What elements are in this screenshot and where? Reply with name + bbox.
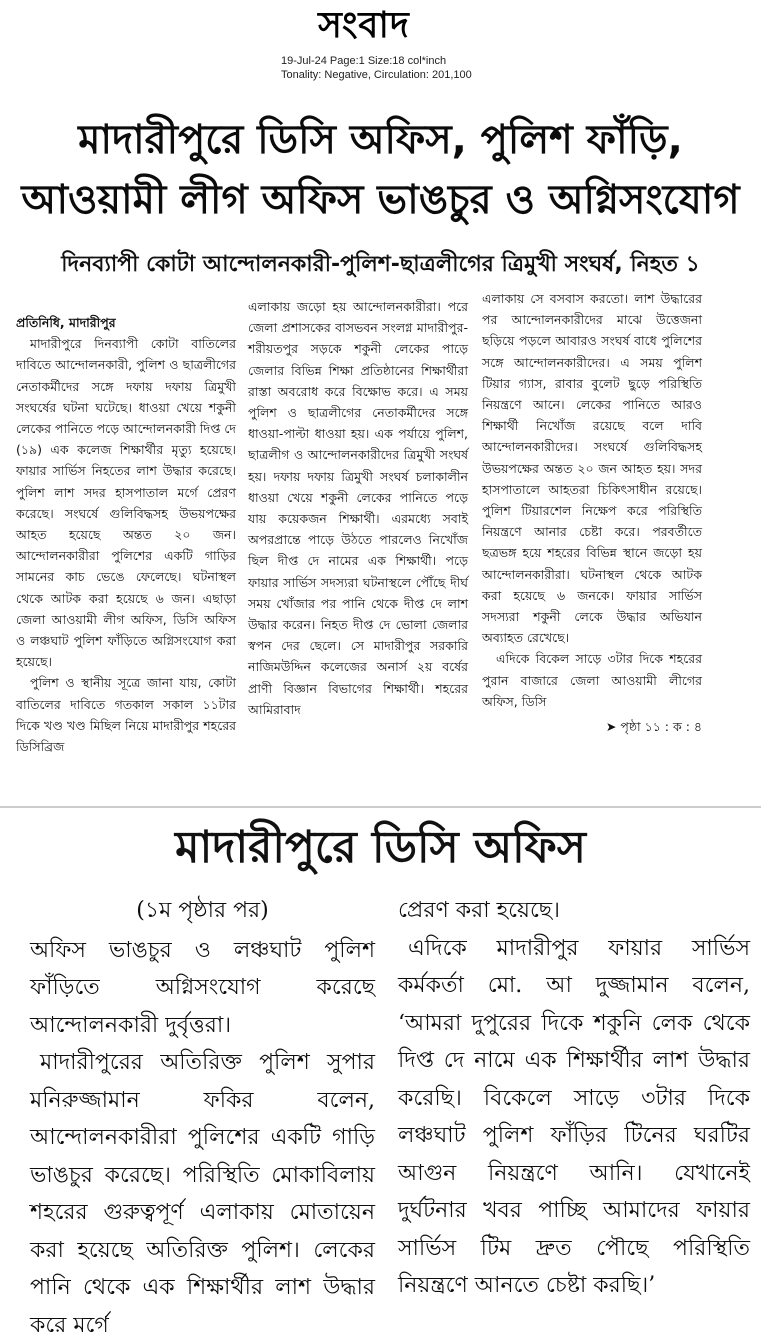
clipping-meta xyxy=(281,54,521,82)
paragraph: পুলিশ ও স্থানীয় সূত্রে জানা যায়, কোটা বাতিলের দাবিতে গতকাল সকাল ১১টার দিকে খণ্ড খণ্ড মিছিল নিয়ে মাদারীপুর শহরের ডিসিব্রিজ xyxy=(16,675,236,755)
continuation-headline: মাদারীপুরে ডিসি অফিস xyxy=(175,822,586,873)
subheadline: দিনব্যাপী কোটা আন্দোলনকারী-পুলিশ-ছাত্রলীগের ত্রিমুখী সংঘর্ষ, নিহত ১ xyxy=(61,252,700,277)
continuation-column-2 xyxy=(398,892,750,1305)
byline: প্রতিনিধি, মাদারীপুর xyxy=(16,315,116,330)
continued-from-label: (১ম পৃষ্ঠার পর) xyxy=(136,898,269,923)
paragraph: এদিকে মাদারীপুর ফায়ার সার্ভিস কর্মকর্তা মো. আ দুজ্জামান বলেন, ‘আমরা দুপুরের দিকে শকুনি লেক থেকে দিপ্ত দে নামে এক শিক্ষার্থীর লাশ উদ্ধার করেছি। বিকেলে সাড়ে ৩টার দিকে লঞ্চঘাট পুলিশ ফাঁড়ির টিনের ঘরটির আগুন নিয়ন্ত্রণে আনি। যেখানেই দুর্ঘটনার খবর পাচ্ছি আমাদের ফায়ার সার্ভিস টিম দ্রুত পৌছে পরিস্থিতি নিয়ন্ত্রণে আনতে চেষ্টা করছি।’ xyxy=(398,935,750,1298)
paragraph: এলাকায় সে বসবাস করতো। লাশ উদ্ধারের পর আন্দোলনকারীদের মাঝে উত্তেজনা ছড়িয়ে পড়লে আবারও সংঘর্ষ বাধে পুলিশের সঙ্গে আন্দোলনকারীদের। এ সময় পুলিশ টিয়ার গ্যাস, রাবার বুলেট ছুড়ে পরিস্থিতি নিয়ন্ত্রণে আনে। লেকের পানিতে আরও শিক্ষার্থী নিখোঁজ রয়েছে বলে দাবি আন্দোলনকারীদের। সংঘর্ষে গুলিবিদ্ধসহ উভয়পক্ষের অন্তত ২০ জন আহত হয়। সদর হাসপাতালে আহতরা চিকিৎসাধীন রয়েছে। পুলিশ টিয়ারশেল নিক্ষেপ করে পরিস্থিতি নিয়ন্ত্রণে আনার চেষ্টা করে। পরবর্তীতে ছত্রভঙ্গ হয়ে শহরের বিভিন্ন স্থানে জড়ো হয় আন্দোলনকারীরা। ঘটনাস্থল থেকে আটক করা হয়েছে ৬ জনকে। ফায়ার সার্ভিস সদস্যরা শকুনী লেকে উদ্ধার অভিযান অব্যাহত রেখেছে। xyxy=(482,291,702,646)
paragraph: প্রেরণ করা হয়েছে। xyxy=(398,898,561,923)
newspaper-masthead: সংবাদ xyxy=(318,4,410,46)
clipping-meta-line-1: 19-Jul-24 Page:1 Size:18 col*inch xyxy=(281,55,447,67)
paragraph: মাদারীপুরের অতিরিক্ত পুলিশ সুপার মনিরুজ্জামান ফকির বলেন, আন্দোলনকারীরা পুলিশের একটি গাড়ি ভাঙচুর করেছে। পরিস্থিতি মোকাবিলায় শহরের গুরুত্বপূর্ণ এলাকায় মোতায়েন করা হয়েছে অতিরিক্ত পুলিশ। লেকের পানি থেকে এক শিক্ষার্থীর লাশ উদ্ধার করে মর্গে xyxy=(30,1050,375,1338)
continued-on-page-marker: ➤ পৃষ্ঠা ১১ : ক : ৪ xyxy=(605,719,702,735)
headline-line-2: আওয়ামী লীগ অফিস ভাঙচুর ও অগ্নিসংযোগ xyxy=(21,177,740,223)
article-column-3 xyxy=(482,288,702,737)
paragraph: মাদারীপুরে দিনব্যাপী কোটা বাতিলের দাবিতে আন্দোলনকারী, পুলিশ ও ছাত্রলীগের নেতাকর্মীদের সঙ্গে দফায় দফায় ত্রিমুখী সংঘর্ষের ঘটনা ঘটেছে। ধাওয়া খেয়ে শকুনী লেকের পানিতে পড়ে আন্দোলনকারী দিপ্ত দে (১৯) এক কলেজ শিক্ষার্থীর মৃত্যু হয়েছে। ফায়ার সার্ভিস নিহতের লাশ উদ্ধার করেছে। পুলিশ লাশ সদর হাসপাতাল মর্গে প্রেরণ করেছে। সংঘর্ষে গুলিবিদ্ধসহ উভয়পক্ষের আহত হয়েছে অন্তত ২০ জন। আন্দোলনকারীরা পুলিশের একটি গাড়ির সামনের কাচ ভেঙে ফেলেছে। ঘটনাস্থল থেকে আটক করা হয়েছে ৬ জন। এছাড়া জেলা আওয়ামী লীগ অফিস, ডিসি অফিস ও লঞ্চঘাট পুলিশ ফাঁড়িতে অগ্নিসংযোগ করা হয়েছে। xyxy=(16,336,236,670)
continuation-column-1 xyxy=(30,892,375,1344)
article-column-2 xyxy=(248,296,468,720)
paragraph: অফিস ভাঙচুর ও লঞ্চঘাট পুলিশ ফাঁড়িতে অগ্নিসংযোগ করেছে আন্দোলনকারী দুর্বৃত্তরা। xyxy=(30,937,375,1038)
paragraph: এদিকে বিকেল সাড়ে ৩টার দিকে শহরের পুরান বাজারে জেলা আওয়ামী লীগের অফিস, ডিসি xyxy=(482,651,702,709)
clipping-divider xyxy=(0,806,761,808)
paragraph: এলাকায় জড়ো হয় আন্দোলনকারীরা। পরে জেলা প্রশাসকের বাসভবন সংলগ্ন মাদারীপুর-শরীয়তপুর সড়কে শকুনী লেকের পাড়ে জেলার বিভিন্ন শিক্ষা প্রতিষ্ঠানের শিক্ষার্থীরা রাস্তা অবরোধ করে বিক্ষোভ করে। এ সময় পুলিশ ও ছাত্রলীগের নেতাকর্মীদের সঙ্গে ধাওয়া-পাল্টা ধাওয়া হয়। এক পর্যায়ে পুলিশ, ছাত্রলীগ ও আন্দোলনকারীদের ত্রিমুখী সংঘর্ষ হয়। দফায় দফায় ত্রিমুখী সংঘর্ষ চলাকালীন ধাওয়া খেয়ে শকুনী লেকের পানিতে পড়ে যায় কয়েকজন শিক্ষার্থী। এরমধ্যে সবাই অপরপ্রান্তে পাড়ে উঠতে পারলেও নিখোঁজ ছিল দীপ্ত দে নামের এক শিক্ষার্থী। পড়ে ফায়ার সার্ভিস সদস্যরা ঘটনাস্থলে পৌঁছে দীর্ঘ সময় খোঁজার পর পানি থেকে দীপ্ত দে লাশ উদ্ধার করেন। নিহত দীপ্ত দে ভোলা জেলার স্বপন দের ছেলে। সে মাদারীপুর সরকারি নাজিমউদ্দিন কলেজের অনার্স ২য় বর্ষের প্রাণী বিজ্ঞান বিভাগের শিক্ষার্থী। শহরের আমিরাবাদ xyxy=(248,299,468,717)
article-column-1 xyxy=(16,312,236,757)
headline-line-1: মাদারীপুরে ডিসি অফিস, পুলিশ ফাঁড়ি, xyxy=(78,117,683,163)
clipping-meta-line-2: Tonality: Negative, Circulation: 201,100 xyxy=(281,69,472,81)
